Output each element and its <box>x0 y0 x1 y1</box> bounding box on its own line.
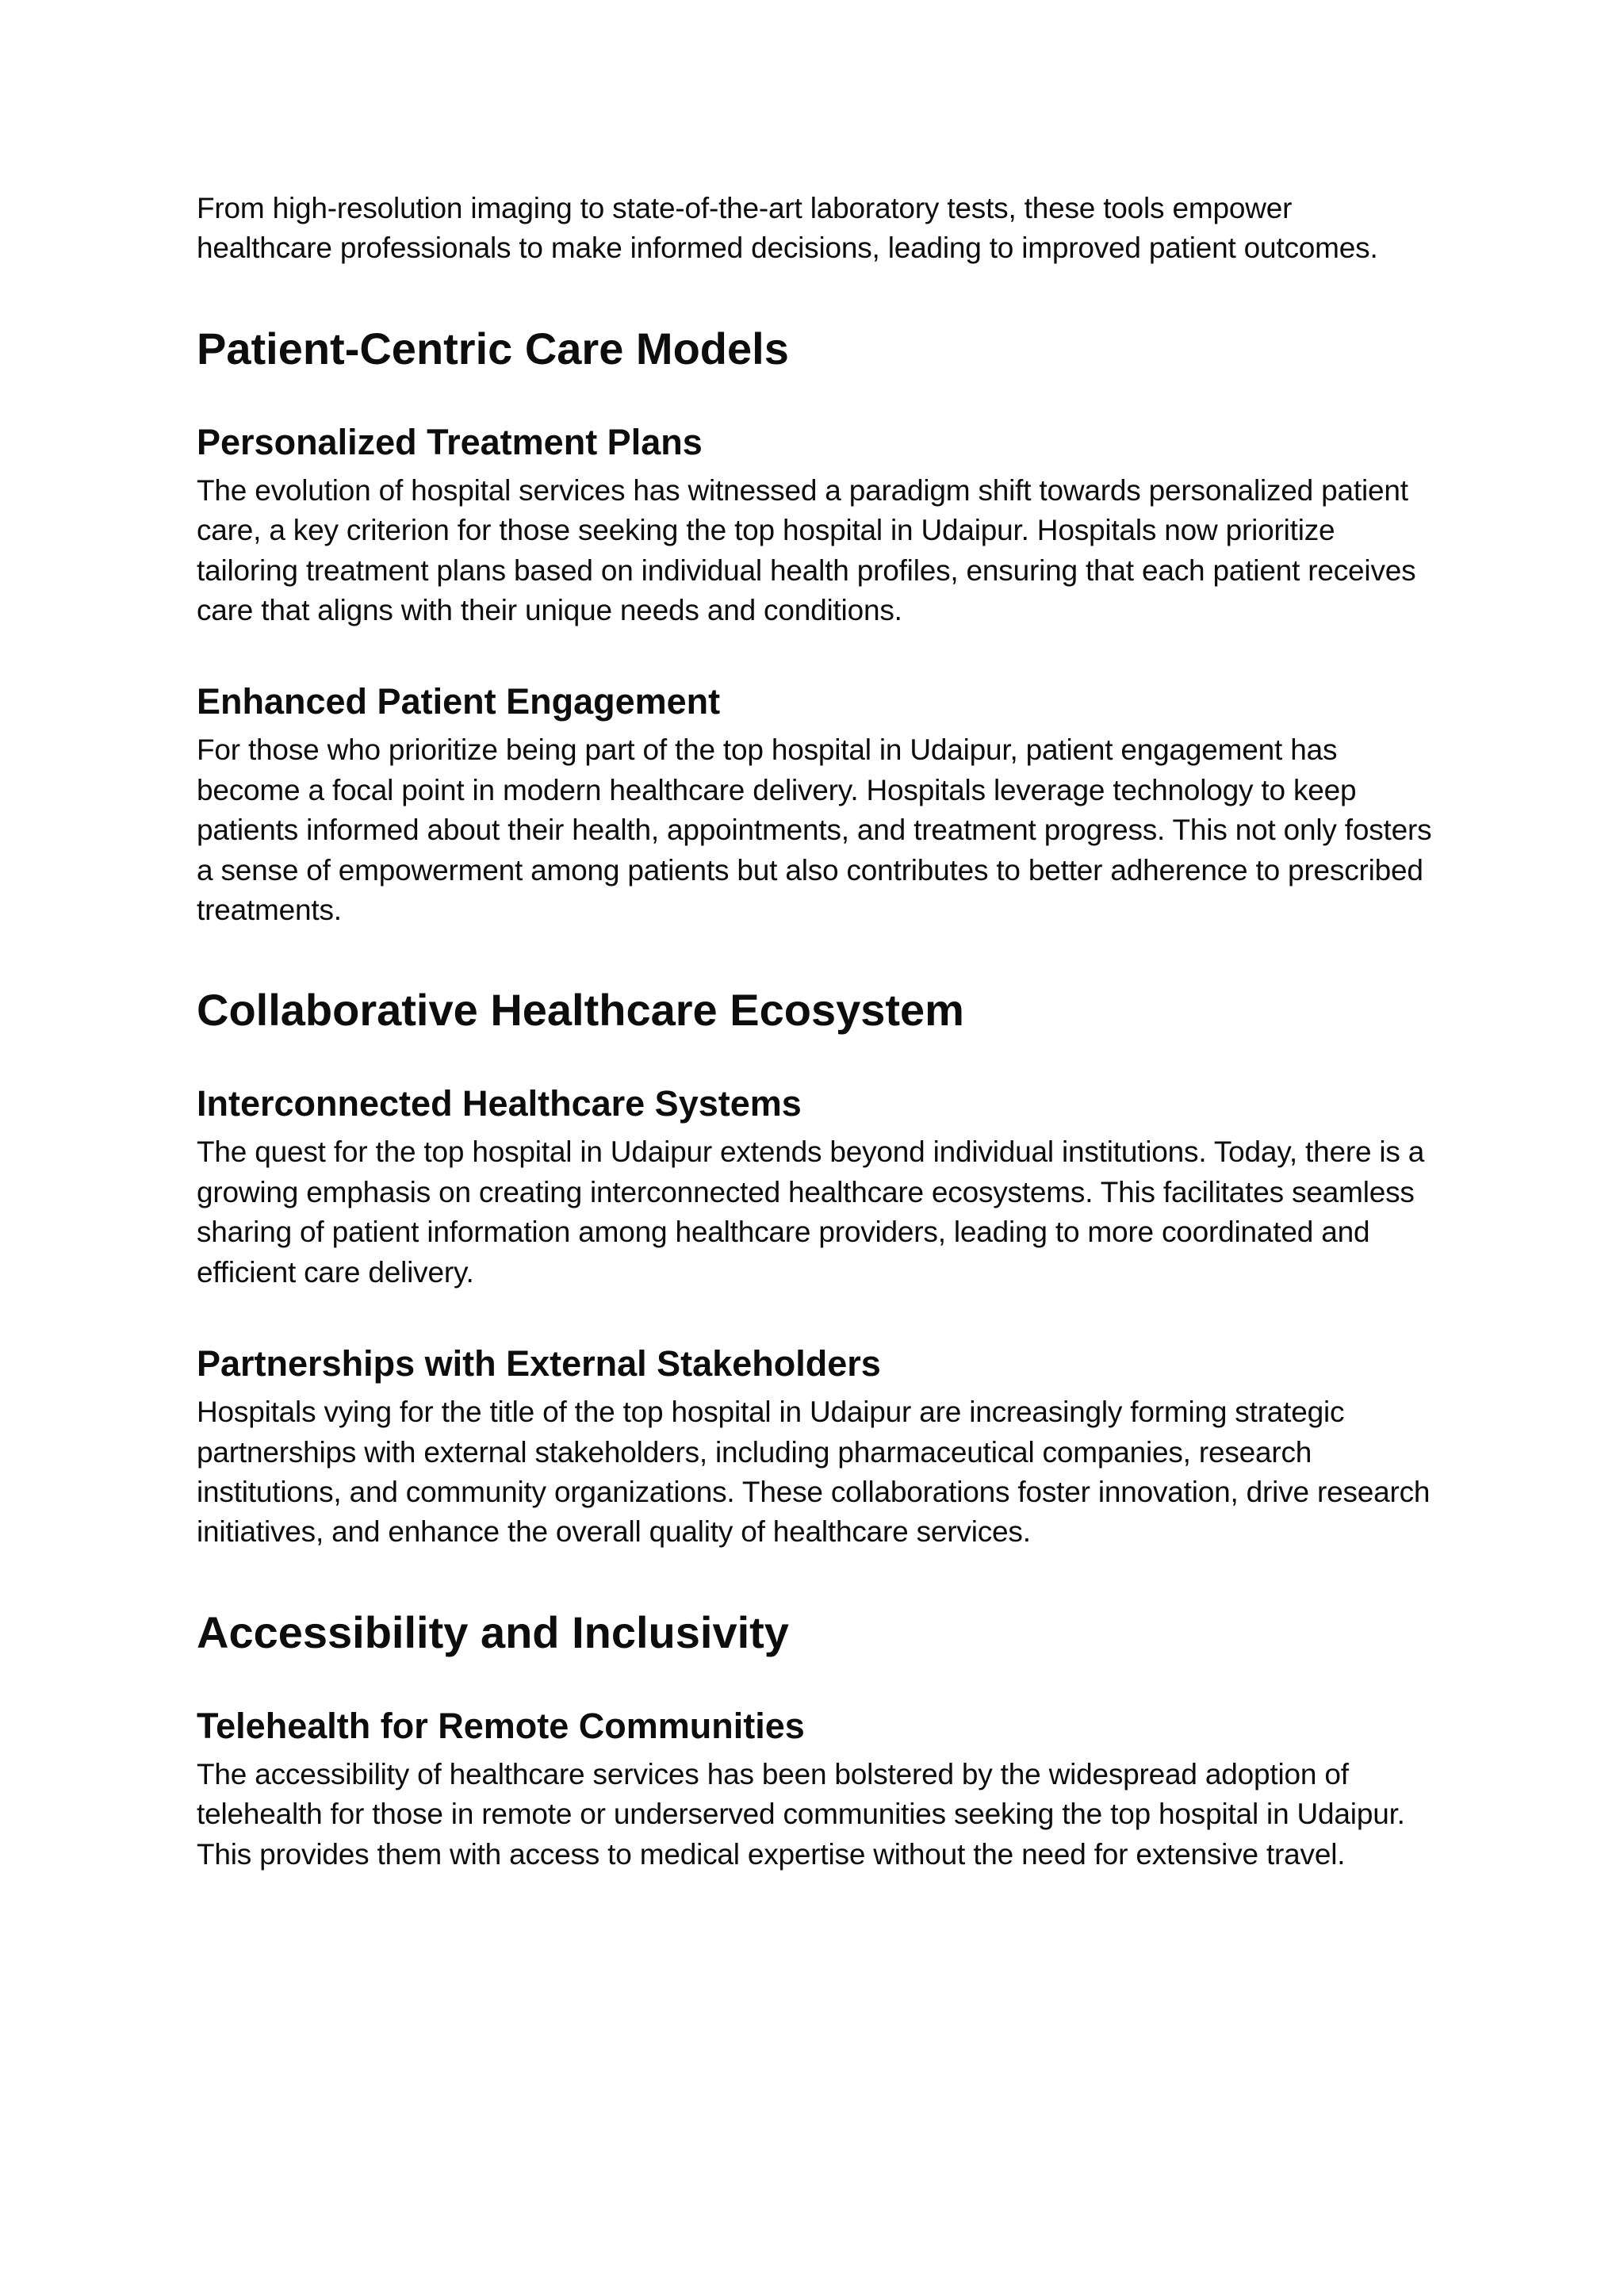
paragraph-personalized-treatment: The evolution of hospital services has witnessed a paradigm shift towards personalized patient care, a key criterion for those seeking the top hospital in Udaipur. Hospitals now prioritize tailoring treatment plans based on individual health profiles, ensuring that each patient receives care that aligns with their unique needs and conditions. <box>197 473 1416 627</box>
subsection-heading-patient-engagement: Enhanced Patient Engagement <box>197 681 721 722</box>
section-heading-patient-centric-care: Patient-Centric Care Models <box>197 323 789 373</box>
paragraph-telehealth: The accessibility of healthcare services has been bolstered by the widespread adoption of telehealth for those in remote or underserved communities seeking the top hospital in Udaipur. This provides them with access to medical expertise without the need for extensive travel. <box>197 1757 1405 1871</box>
document-page <box>197 189 1434 1875</box>
paragraph-patient-engagement: For those who prioritize being part of the top hospital in Udaipur, patient engagement has become a focal point in modern healthcare delivery. Hospitals leverage technology to keep patients informed about their health, appointments, and treatment progress. This not only fosters a sense of empowerment among patients but also contributes to better adherence to prescribed treatments. <box>197 733 1432 927</box>
intro-paragraph: From high-resolution imaging to state-of-the-art laboratory tests, these tools empower healthcare professionals to make informed decisions, leading to improved patient outcomes. <box>197 192 1378 265</box>
subsection-heading-interconnected-systems: Interconnected Healthcare Systems <box>197 1083 802 1124</box>
section-heading-collaborative-ecosystem: Collaborative Healthcare Ecosystem <box>197 985 964 1036</box>
subsection-heading-external-partnerships: Partnerships with External Stakeholders <box>197 1343 881 1384</box>
section-heading-accessibility-inclusivity: Accessibility and Inclusivity <box>197 1607 789 1657</box>
paragraph-interconnected-systems: The quest for the top hospital in Udaipur extends beyond individual institutions. Today, there is a growing emphasis on creating interconnected healthcare ecosystems. This facilitates seamless sharing of patient information among healthcare providers, leading to more coordinated and efficient care delivery. <box>197 1136 1425 1289</box>
paragraph-external-partnerships: Hospitals vying for the title of the top hospital in Udaipur are increasingly forming strategic partnerships with external stakeholders, including pharmaceutical companies, research institutions, and community organizations. These collaborations foster innovation, drive research initiatives, and enhance the overall quality of healthcare services. <box>197 1396 1431 1549</box>
subsection-heading-telehealth: Telehealth for Remote Communities <box>197 1705 805 1746</box>
subsection-heading-personalized-treatment: Personalized Treatment Plans <box>197 421 703 462</box>
